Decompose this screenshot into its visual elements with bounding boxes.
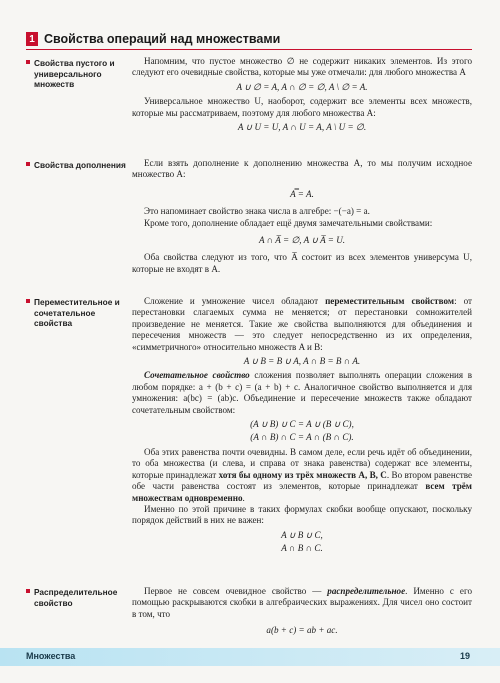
text-run: Первое не совсем очевидное свойство — xyxy=(144,586,328,596)
sidebar-label-distributive xyxy=(34,587,130,608)
section-distributive xyxy=(132,586,472,637)
paragraph xyxy=(132,447,472,504)
paragraph: Это напоминает свойство знака числа в алгебре: −(−a) = a. xyxy=(144,206,370,217)
emphasis-text: хотя бы одному из трёх множеств A, B, C xyxy=(218,469,387,480)
section-header xyxy=(26,31,280,47)
text-run: сложения позволяет выполнять операции сложения в любом порядке: a + (b + c) = (a + b) + c. Аналогичное свойство выполняется и для умножения: a(bc) = (ab)c. Объединение и пересечение множеств также обладают сочетательным свойством: xyxy=(132,370,472,415)
page-number: 19 xyxy=(459,651,470,661)
formula: A ∪ U = U, A ∩ U = A, A \ U = ∅. xyxy=(237,122,367,133)
page-title: Свойства операций над множествами xyxy=(44,32,281,46)
paragraph xyxy=(132,370,472,416)
sidebar-label-text: Свойства дополнения xyxy=(34,160,126,170)
page-footer xyxy=(0,648,500,666)
sidebar-label-text: Свойства пустого и универсального множеств xyxy=(34,58,115,89)
term-associative: Сочетательное свойство xyxy=(144,370,250,381)
formula: a(b + c) = ab + ac. xyxy=(266,625,338,636)
text-run: Оба этих равенства почти очевидны. В самом деле, если речь идёт об объединении, то оба множества (и слева, и справа от знака равенства) содержат все элементы, которые принадлежат xyxy=(132,446,472,480)
sidebar-label-complement xyxy=(34,160,130,171)
paragraph: Именно по этой причине в таких формулах скобки вообще опускают, поскольку порядок действий в них не важен: xyxy=(132,503,472,526)
formula: A ∪ ∅ = A, A ∩ ∅ = ∅, A \ ∅ = A. xyxy=(236,81,368,92)
section-empty-universal xyxy=(132,56,472,136)
text-run: : от перестановки слагаемых сумма не меняется; от перестановки сомножителей произведение не меняется. Такие же свойства выполняются для объединения и пересечения множеств — это следует непосредственно из их определения, «симметричного» относительно множеств A и B: xyxy=(132,296,472,352)
emphasis-text: всем трём множествам одновременно xyxy=(132,481,472,503)
sidebar-label-empty-universal xyxy=(34,58,130,90)
text-run: . xyxy=(242,492,245,503)
formula: (A ∩ B) ∩ C = A ∩ (B ∩ C). xyxy=(250,432,354,443)
term-distributive: распределительное xyxy=(327,586,406,596)
formula: A̿ = A. xyxy=(290,188,314,199)
paragraph: Универсальное множество U, наоборот, содержит все элементы всех множеств, которые мы рассматриваем, поэтому для любого множества A: xyxy=(132,96,472,118)
paragraph xyxy=(132,296,472,353)
formula: A ∪ B ∪ C, xyxy=(281,529,323,540)
footer-chapter: Множества xyxy=(26,651,76,661)
section-number-badge: 1 xyxy=(26,32,38,46)
section-commutative-associative xyxy=(132,296,472,555)
bullet-marker xyxy=(26,589,30,593)
formula: A ∩ A̅ = ∅, A ∪ A̅ = U. xyxy=(258,235,346,246)
paragraph: Если взять дополнение к дополнению множества A, то мы получим исходное множество A: xyxy=(132,158,472,180)
section-complement xyxy=(132,158,472,275)
header-divider xyxy=(26,49,472,50)
text-run: . Именно с его помощью раскрываются скобки в алгебраических выражениях. Для чисел оно состоит в том, что xyxy=(132,586,473,619)
text-run: Сложение и умножение чисел обладают xyxy=(144,296,326,306)
paragraph xyxy=(132,586,472,620)
bullet-marker xyxy=(26,60,30,64)
formula: (A ∪ B) ∪ C = A ∪ (B ∪ C), xyxy=(250,419,354,430)
paragraph: Кроме того, дополнение обладает ещё двумя замечательными свойствами: xyxy=(144,217,433,228)
bullet-marker xyxy=(26,299,30,303)
paragraph: Оба свойства следуют из того, что A̅ состоит из всех элементов универсума U, которые не входят в A. xyxy=(132,252,472,274)
sidebar-label-text: Распределительное свойство xyxy=(34,587,118,608)
sidebar-label-commutative xyxy=(34,297,130,329)
formula: A ∪ B = B ∪ A, A ∩ B = B ∩ A. xyxy=(243,356,361,367)
text-run: . Во втором равенстве обе части равенства состоят из элементов, которые принадлежат xyxy=(132,469,472,492)
paragraph: Напомним, что пустое множество ∅ не содержит никаких элементов. Из этого следуют его очевидные свойства, которые мы уже отмечали: для любого множества A xyxy=(132,56,472,78)
formula: A ∩ B ∩ C. xyxy=(281,543,323,554)
term-commutative: переместительным свойством xyxy=(325,296,455,306)
bullet-marker xyxy=(26,162,30,166)
sidebar-label-text: Переместительное и сочетательное свойства xyxy=(34,297,120,328)
